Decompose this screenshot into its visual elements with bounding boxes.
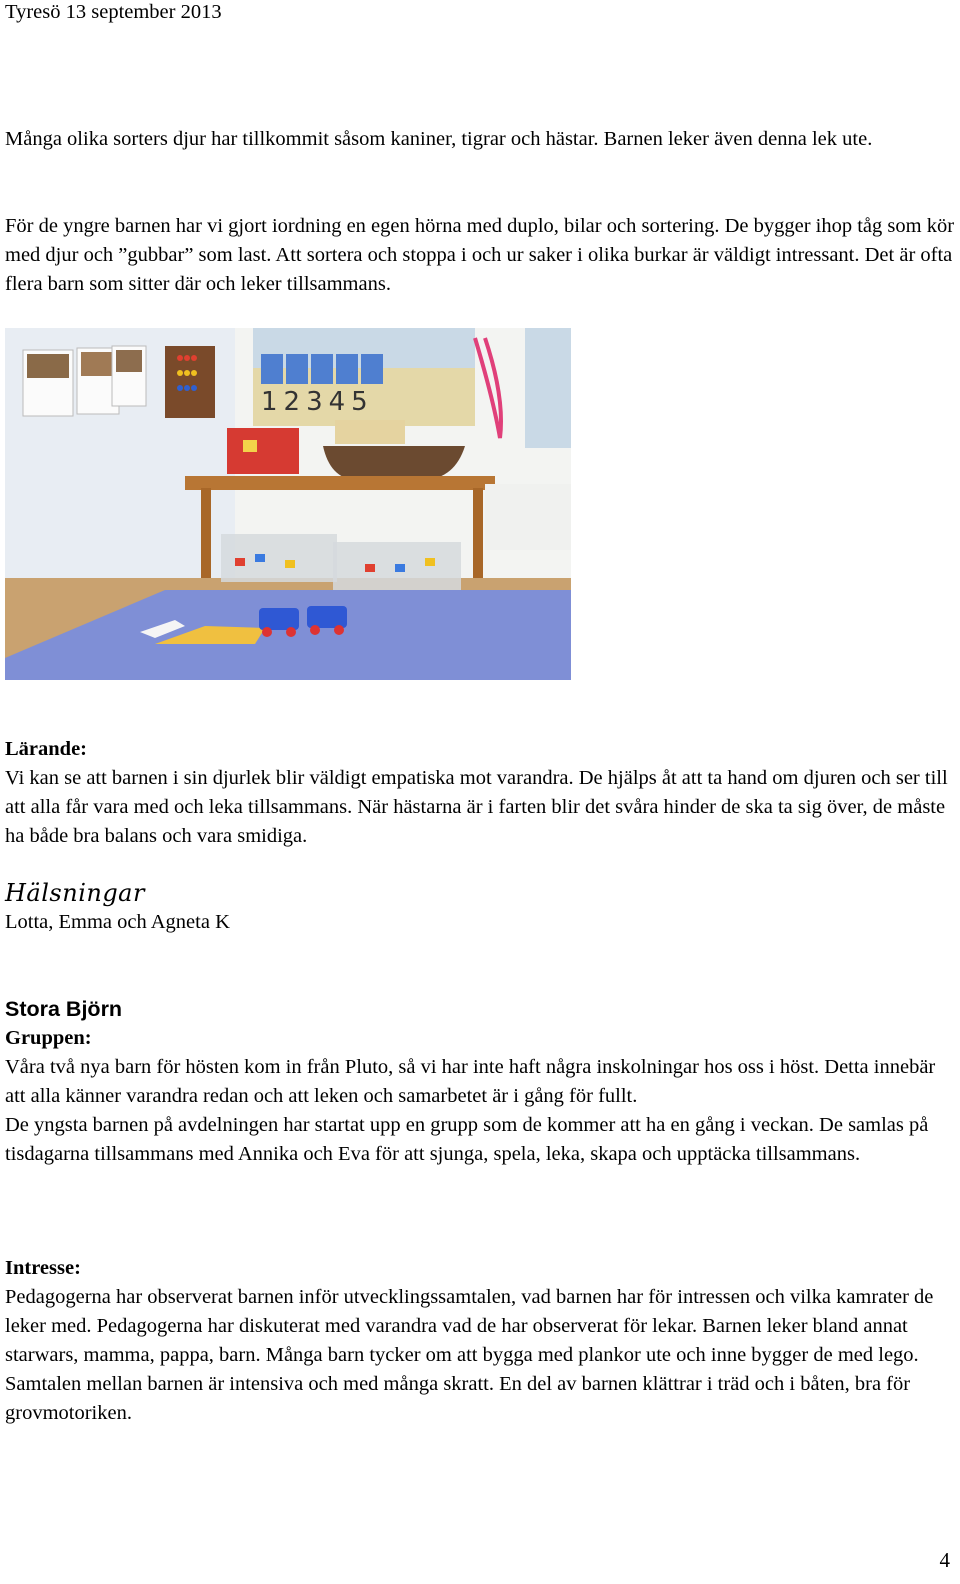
intresse-text: Pedagogerna har observerat barnen inför utvecklingssamtalen, vad barnen har för intressen och vilka kamrater de leker med. Pedagogerna har diskuterat med varandra vad de har observerat för lekar. Barnen leker bland annat starwars, mamma, pappa, barn. Många barn tycker om att bygga med plankor ute och inne bygger de med lego. Samtalen mellan barnen är intensiva och med många skratt. En del av barnen klättrar i träd och i båten, bra för grovmotoriken. <box>5 1286 934 1424</box>
gruppen-paragraph-2: De yngsta barnen på avdelningen har startat upp en grupp som de kommer att ha en gång i veckan. De samlas på tisdagarna tillsammans med Annika och Eva för att sjunga, spela, leka, skapa och upptäcka tillsammans. <box>5 1114 929 1165</box>
section-younger-children-paragraph <box>5 212 955 299</box>
greeting-names: Lotta, Emma och Agneta K <box>5 911 230 933</box>
paragraph-animals: Många olika sorters djur har tillkommit såsom kaniner, tigrar och hästar. Barnen leker även denna lek ute. <box>5 128 873 150</box>
gruppen-label: Gruppen: <box>5 1027 92 1049</box>
section-greeting <box>5 879 955 937</box>
stora-bjorn-heading: Stora Björn <box>5 997 123 1021</box>
hand-number-cards <box>261 354 383 384</box>
section-intresse <box>5 1254 955 1428</box>
section-stora-bjorn <box>5 995 955 1169</box>
section-animals-paragraph <box>5 125 955 154</box>
wall-numbers: 12345 <box>261 387 374 417</box>
larande-label: Lärande: <box>5 738 87 760</box>
page-number: 4 <box>939 1548 950 1572</box>
intresse-label: Intresse: <box>5 1257 81 1279</box>
document-date-header: Tyresö 13 september 2013 <box>5 1 222 23</box>
section-larande <box>5 735 955 851</box>
gruppen-paragraph-1: Våra två nya barn för hösten kom in från Pluto, så vi har inte haft några inskolningar hos oss i höst. Detta innebär att alla känner varandra redan och att leken och samarbetet är i gång för fullt. <box>5 1056 936 1107</box>
greeting-title: Hälsningar <box>5 879 145 907</box>
larande-text: Vi kan se att barnen i sin djurlek blir väldigt empatiska mot varandra. De hjälps åt att ta hand om djuren och ser till att alla får vara med och leka tillsammans. När hästarna är i farten blir det svåra hinder de ska ta sig över, de måste ha både bra balans och vara smidiga. <box>5 767 948 847</box>
play-corner-photo <box>5 328 571 680</box>
paragraph-younger-children: För de yngre barnen har vi gjort iordning en egen hörna med duplo, bilar och sortering. De bygger ihop tåg som kör med djur och ”gubbar” som last. Att sortera och stoppa i och ur saker i olika burkar är väldigt intressant. Det är ofta flera barn som sitter där och leker tillsammans. <box>5 215 955 295</box>
